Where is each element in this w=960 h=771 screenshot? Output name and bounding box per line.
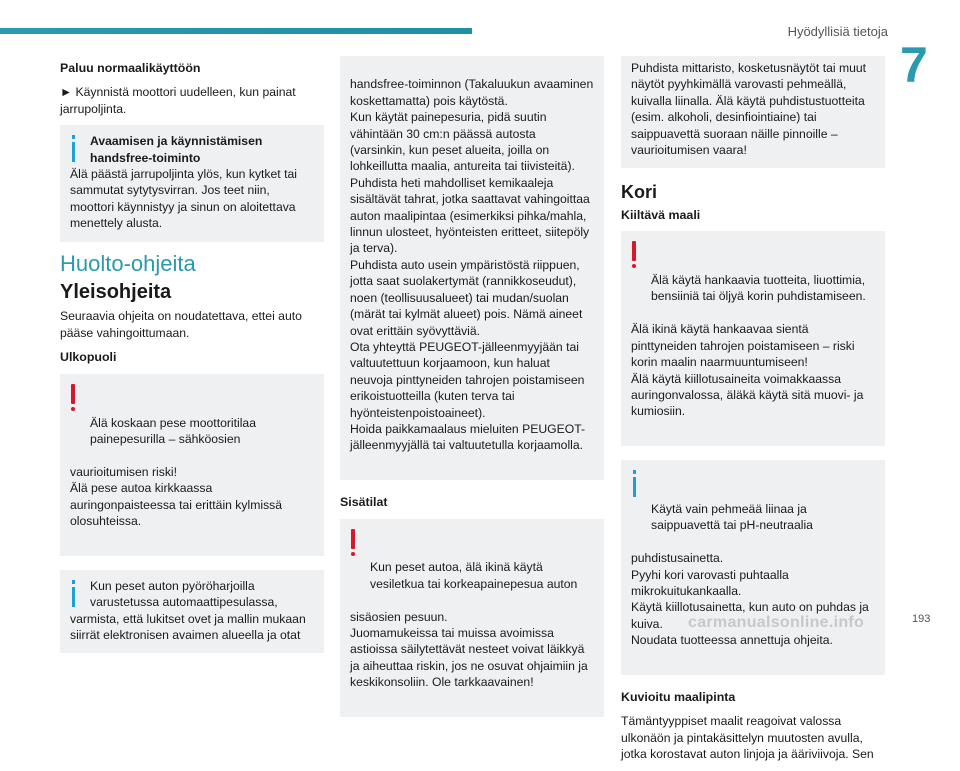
warning-first-line: Älä koskaan pese moottoritilaa painepesurilla – sähköosien [90,415,256,446]
column-1 [60,56,324,667]
heading-body: Kori [621,182,657,203]
info-box-body: Älä päästä jarrupoljinta ylös, kun kytket tai sammutat sytytysvirran. Jos teet niin, moottori käynnistyy ja sinun on aloitettava menettely alusta. [70,167,297,231]
info-box-carwash [60,570,324,654]
heading-interior: Sisätilat [340,495,388,510]
warning-first-line: Älä käytä hankaavia tuotteita, liuottimia, bensiiniä tai öljyä korin puhdistamiseen. [651,273,866,304]
section-title: Huolto-ohjeita [60,250,196,276]
info-first-line: Kun peset auton pyöröharjoilla varustetussa automaattipesulassa, [90,578,278,610]
warning-body: sisäosien pesuun. Juomamukeissa tai muissa avoimissa astioissa säilytettävät nesteet voivat läikkyä ja aiheuttaa riskin, jos ne osuvat ohjaimiin ja keskikonsoliin. Ole tarkkaavainen! [350,609,588,690]
info-continued-body: handsfree-toiminnon (Takaluukun avaaminen koskettamatta) pois käytöstä. Kun käytät painepesuria, pidä suutin vähintään 30 cm:n päässä autosta (varsinkin, kun peset alueita, joilla on lohkeillutta maalia, antureita tai tiivisteitä). Puhdista heti mahdolliset kemikaaleja sisältävät tahrat, jotka saattavat vahingoittaa auton maalipintaa (esimerkiksi pihka/mahla, linnun ulosteet, hyönteisten eritteet, siitepöly ja terva). Puhdista auto usein ympäristöstä riippuen, jotta saat suolakertymät (rannikkoseudut), noen (teollisuusalueet) tai mudan/suolan (märät tai kylmät alueet) pois. Nämä aineet ovat erittäin syövyttäviä. Ota yhteyttä PEUGEOT-jälleenmyyjään tai valtuutettuun korjaamoon, kun haluat neuvoja pinttyneiden tahrojen poistamiseen erikoistuotteilla (kuten terva tai hyönteistenpoistoaineet). Hoida paikkamaalaus mieluiten PEUGEOT-jälleenmyyjällä tai valtuutetulla korjaamolla. [350,77,594,453]
warning-icon [351,529,355,557]
info-box-continued [340,56,604,480]
warning-body: vaurioitumisen riski! Älä pese autoa kirkkaassa auringonpaisteessa tai erittäin kylmissä olosuhteissa. [70,464,283,528]
info-icon [72,135,75,163]
info-screens-body: Puhdista mittaristo, kosketusnäytöt tai muut näytöt pyyhkimällä varovasti pehmeällä, kuivalla liinalla. Älä käytä puhdistustuotteita (esim. alkoholi, desinfiointiaine) tai saippuavettä suoraan näille pinnoille – vaurioitumisen vaara! [631,61,867,158]
info-body: puhdistusainetta. Pyyhi kori varovasti puhtaalla mikrokuitukankaalla. Käytä kiillotusainetta, kun auto on puhdas ja kuiva. Noudata tuotteessa annettuja ohjeita. [631,551,869,648]
warning-box-interior [340,519,604,717]
header-accent-bar [0,28,472,34]
running-header: Hyödyllisiä tietoja [787,24,888,39]
chapter-number: 7 [900,37,928,93]
info-body: varmista, että lukitset ovet ja mallin mukaan siirrät elektronisen avaimen alueella ja otat [70,611,306,642]
column-2 [340,56,604,731]
heading-exterior: Ulkopuoli [60,350,117,365]
info-box-screens [621,56,885,168]
subsection-title: Yleisohjeita [60,281,172,304]
warning-icon [632,241,636,269]
info-icon [72,580,75,608]
heading-textured-paint: Kuvioitu maalipinta [621,690,736,704]
paragraph-textured: Tämäntyyppiset maalit reagoivat valossa ulkonäön ja pintakäsittelyn muutosten avulla, jotka korostavat auton linjoja ja ääriviivoja. Sen [621,714,874,762]
warning-body: Älä ikinä käytä hankaavaa sientä pinttyneiden tahrojen poistamiseen – riski korin maalin naarmuuntumiseen! Älä käytä kiillotusaineita voimakkaassa auringonvalossa, äläkä käytä sitä muovi- ja kumiosiin. [631,322,864,419]
column-3 [621,56,885,771]
watermark: carmanualsonline.info [688,614,865,631]
warning-box-paint [621,231,885,446]
info-icon [633,470,636,498]
page-number: 193 [912,613,931,625]
info-box-title: Avaamisen ja käynnistämisen handsfree-toiminto [90,134,263,165]
paragraph-general: Seuraavia ohjeita on noudatettava, ettei auto pääse vahingoittumaan. [60,309,302,340]
warning-icon [71,384,75,412]
warning-box-engine [60,374,324,556]
info-first-line: Käytä vain pehmeää liinaa ja saippuavettä tai pH-neutraalia [651,501,813,533]
warning-first-line: Kun peset autoa, älä ikinä käytä vesiletkua tai korkeapainepesua auton [370,560,578,591]
heading-glossy-paint: Kiiltävä maali [621,207,701,222]
info-box-cleaning [621,460,885,675]
paragraph-restart: ► Käynnistä moottori uudelleen, kun painat jarrupoljinta. [60,85,296,116]
heading-normal-use: Paluu normaalikäyttöön [60,61,201,75]
info-box-handsfree [60,125,324,241]
